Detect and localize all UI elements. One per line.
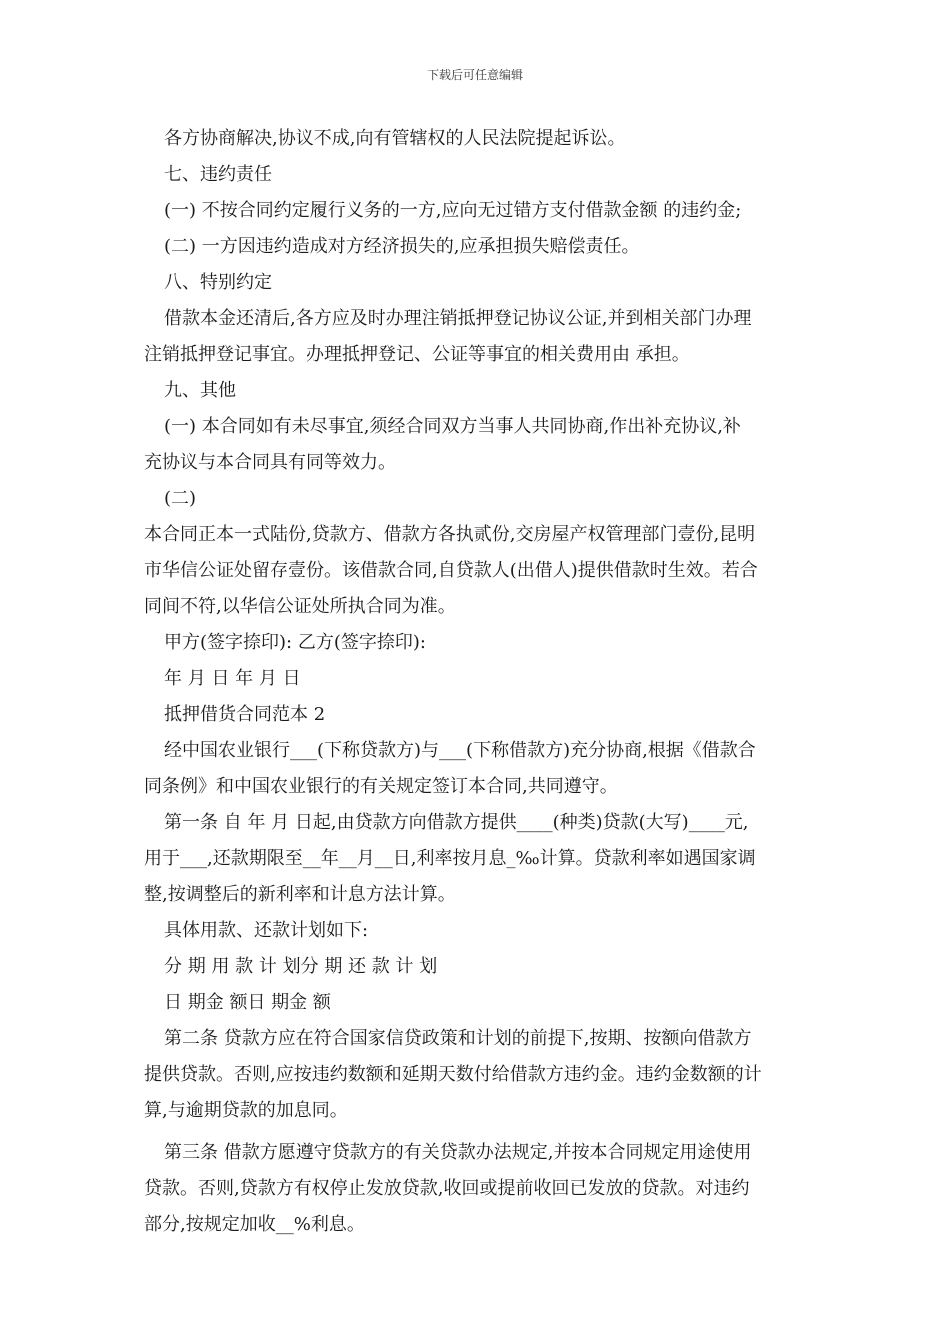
paragraph-line: 经中国农业银行___(下称贷款方)与___(下称借款方)充分协商,根据《借款合: [164, 740, 756, 761]
paragraph-line: 第一条 自 年 月 日起,由贷款方向借款方提供____(种类)贷款(大写)____元,: [164, 812, 749, 833]
paragraph-line: 各方协商解决,协议不成,向有管辖权的人民法院提起诉讼。: [164, 128, 626, 149]
paragraph-line: 同条例》和中国农业银行的有关规定签订本合同,共同遵守。: [144, 776, 618, 797]
paragraph-line: 本合同正本一式陆份,贷款方、借款方各执贰份,交房屋产权管理部门壹份,昆明: [144, 524, 756, 545]
paragraph-line: 用于___,还款期限至__年__月__日,利率按月息_‰计算。贷款利率如遇国家调: [144, 848, 756, 869]
paragraph-line: 市华信公证处留存壹份。该借款合同,自贷款人(出借人)提供借款时生效。若合: [144, 560, 758, 581]
paragraph-line: 第三条 借款方愿遵守贷款方的有关贷款办法规定,并按本合同规定用途使用: [164, 1142, 752, 1163]
document-body: [144, 121, 812, 1243]
paragraph-line: 同间不符,以华信公证处所执合同为准。: [144, 596, 456, 617]
paragraph-line: (二) 一方因违约造成对方经济损失的,应承担损失赔偿责任。: [164, 236, 640, 257]
plan-subheader-line: 日 期金 额日 期金 额: [164, 992, 331, 1013]
signature-line: 甲方(签字捺印): 乙方(签字捺印):: [164, 632, 426, 653]
paragraph-line: 注销抵押登记事宜。办理抵押登记、公证等事宜的相关费用由 承担。: [144, 344, 690, 365]
paragraph-line: 具体用款、还款计划如下:: [164, 920, 369, 941]
paragraph-line: (二): [164, 488, 197, 509]
section-heading: 七、违约责任: [164, 164, 272, 185]
document-subtitle: 抵押借货合同范本 2: [164, 704, 326, 725]
paragraph-line: 算,与逾期贷款的加息同。: [144, 1100, 348, 1121]
paragraph-line: 部分,按规定加收__%利息。: [144, 1214, 365, 1235]
plan-header-line: 分 期 用 款 计 划分 期 还 款 计 划: [164, 956, 438, 977]
paragraph-line: (一) 本合同如有未尽事宜,须经合同双方当事人共同协商,作出补充协议,补: [164, 416, 741, 437]
section-heading: 九、其他: [164, 380, 236, 401]
page-header: 下载后可任意编辑: [426, 68, 523, 82]
paragraph-line: 第二条 贷款方应在符合国家信贷政策和计划的前提下,按期、按额向借款方: [164, 1028, 752, 1049]
paragraph-line: 贷款。否则,贷款方有权停止发放贷款,收回或提前收回已发放的贷款。对违约: [144, 1178, 750, 1199]
paragraph-line: (一) 不按合同约定履行义务的一方,应向无过错方支付借款金额 的违约金;: [164, 200, 742, 221]
paragraph-line: 提供贷款。否则,应按违约数额和延期天数付给借款方违约金。违约金数额的计: [144, 1064, 762, 1085]
section-heading: 八、特别约定: [164, 272, 272, 293]
paragraph-line: 整,按调整后的新利率和计息方法计算。: [144, 884, 456, 905]
date-line: 年 月 日 年 月 日: [164, 668, 301, 689]
paragraph-line: 借款本金还清后,各方应及时办理注销抵押登记协议公证,并到相关部门办理: [164, 308, 752, 329]
paragraph-line: 充协议与本合同具有同等效力。: [144, 452, 396, 473]
